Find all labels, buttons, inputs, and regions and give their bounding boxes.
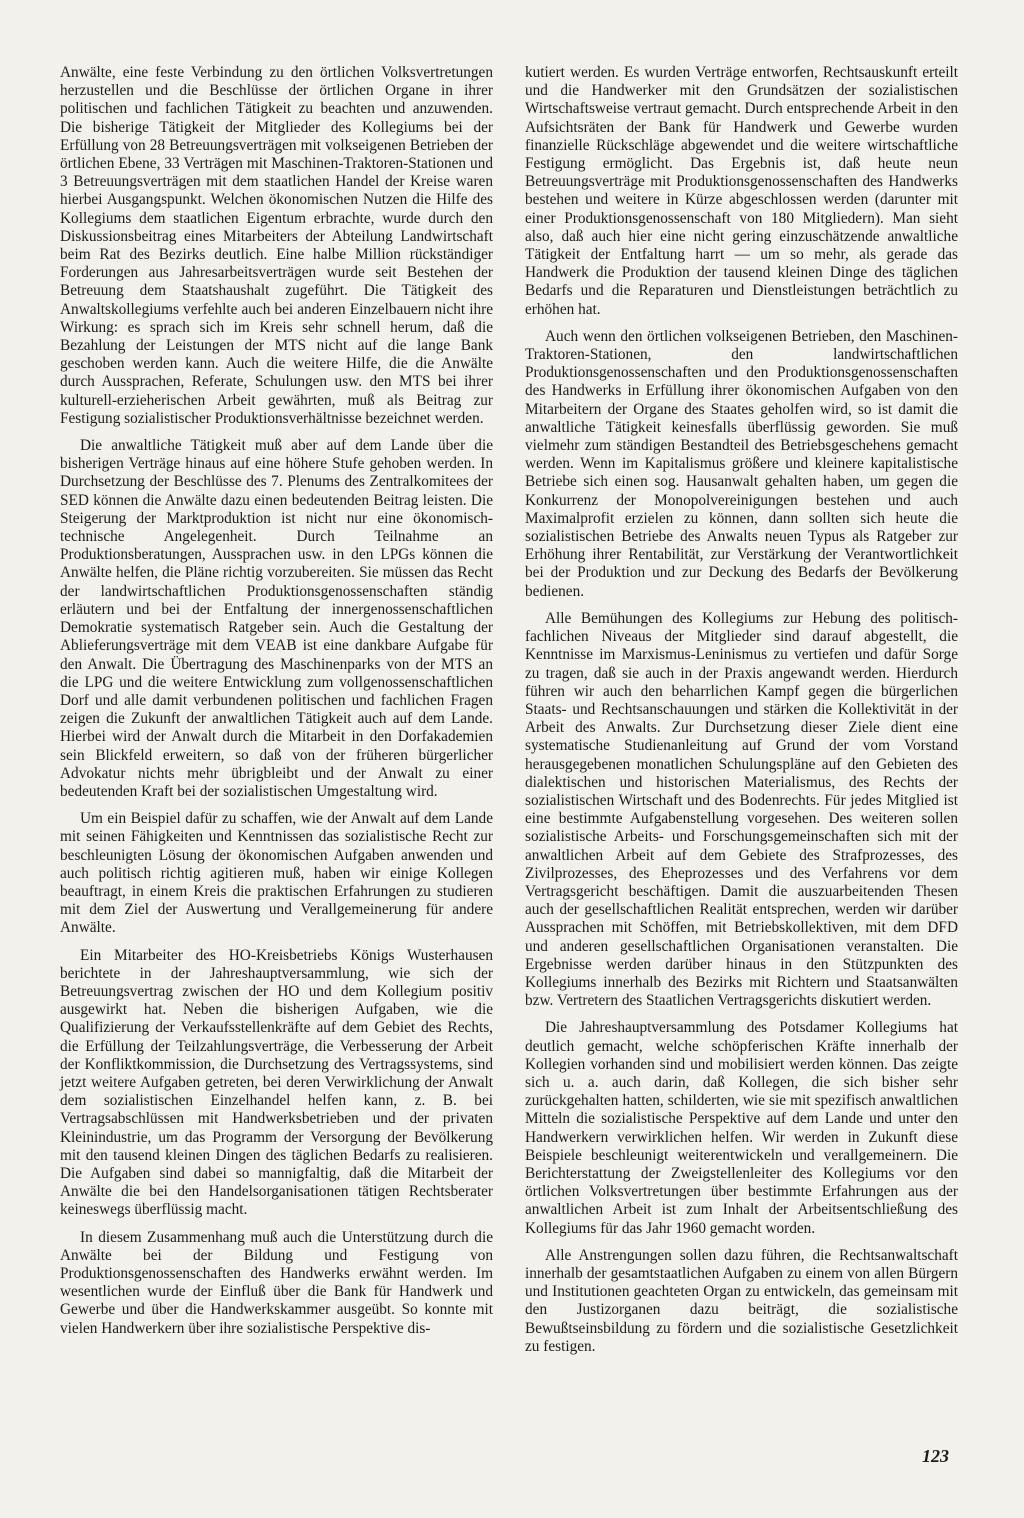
paragraph: Die Jahreshauptversammlung des Potsdamer Kollegiums hat deutlich gemacht, welche schöpferischen Kräfte innerhalb der Kollegien vorhanden sind und mobilisiert werden können. Das zeigte sich u. a. auch darin, daß Kollegen, die sich bisher sehr zurückgehalten hatten, schilderten, wie sie mit spezifisch anwaltlichen Mitteln die sozialistische Perspektive auf dem Lande und unter den Handwerkern verwirklichen helfen. Wir werden in Zukunft diese Beispiele beschleunigt weiterentwickeln und verallgemeinern. Die Berichterstattung der Zweigstellenleiter des Kollegiums vor den örtlichen Volksvertretungen über bestimmte Erfahrungen aus der anwaltlichen Arbeit ist zum Inhalt der Arbeitsentschließung des Kollegiums für das Jahr 1960 gemacht worden.	[525, 1019, 958, 1237]
paragraph: Um ein Beispiel dafür zu schaffen, wie der Anwalt auf dem Lande mit seinen Fähigkeiten und Kenntnissen das sozialistische Recht zur beschleunigten Lösung der ökonomischen Aufgaben anwenden und auch politisch richtig agitieren muß, haben wir einige Kollegen beauftragt, in einem Kreis die praktischen Erfahrungen zu studieren mit dem Ziel der Auswertung und Verallgemeinerung für andere Anwälte.	[60, 810, 493, 937]
page-number: 123	[922, 1446, 949, 1466]
paragraph: Alle Anstrengungen sollen dazu führen, die Rechtsanwaltschaft innerhalb der gesamtstaatlichen Aufgaben zu einem von allen Bürgern und Institutionen geachteten Organ zu entwickeln, das gemeinsam mit den Justizorganen dazu beiträgt, die sozialistische Bewußtseinsbildung zu fördern und die sozialistische Gesetzlichkeit zu festigen.	[525, 1246, 958, 1355]
paragraph: Anwälte, eine feste Verbindung zu den örtlichen Volksvertretungen herzustellen und die Beschlüsse der örtlichen Organe in ihrer politischen und fachlichen Tätigkeit zu beachten und anzuwenden. Die bisherige Tätigkeit der Mitglieder des Kollegiums bei der Erfüllung von 28 Betreuungsverträgen mit volkseigenen Betrieben der örtlichen Ebene, 33 Verträgen mit Maschinen-Traktoren-Stationen und 3 Betreuungsverträgen mit dem staatlichen Handel der Kreise waren hierbei Ausgangspunkt. Welchen ökonomischen Nutzen die Hilfe des Kollegiums dem staatlichen Eigentum erbrachte, wurde durch den Diskussionsbeitrag eines Mitarbeiters der Abteilung Landwirtschaft beim Rat des Bezirks deutlich. Eine halbe Million rückständiger Forderungen aus Jahresarbeitsverträgen wurde seit Bestehen der Betreuung dem Staatshaushalt zugeführt. Die Tätigkeit des Anwaltskollegiums verfehlte auch bei anderen Einzelbauern nicht ihre Wirkung: es sprach sich im Kreis sehr schnell herum, daß die Bezahlung der Leistungen der MTS nicht auf die lange Bank geschoben werden kann. Auch die weitere Hilfe, die die Anwälte durch Aussprachen, Referate, Schulungen usw. den MTS bei ihrer kulturell-erzieherischen Arbeit gewährten, muß als Beitrag zur Festigung sozialistischer Produktionsverhältnisse bezeichnet werden.	[60, 64, 493, 427]
paragraph: In diesem Zusammenhang muß auch die Unterstützung durch die Anwälte bei der Bildung und Festigung von Produktionsgenossenschaften des Handwerks erwähnt werden. Im wesentlichen wurde der Einfluß über die Bank für Handwerk und Gewerbe und über die Handwerkskammer ausgeübt. So konnte mit vielen Handwerkern über ihre sozialistische Perspektive dis-	[60, 1228, 493, 1337]
paragraph: Auch wenn den örtlichen volkseigenen Betrieben, den Maschinen-Traktoren-Stationen, den landwirtschaftlichen Produktionsgenossenschaften und den Produktionsgenossenschaften des Handwerks in Erfüllung ihrer ökonomischen Aufgaben von den Mitarbeitern der Organe des Staates geholfen wird, so ist damit die anwaltliche Tätigkeit keinesfalls überflüssig geworden. Sie muß vielmehr zum ständigen Bestandteil des Betriebsgeschehens gemacht werden. Wenn im Kapitalismus größere und kleinere kapitalistische Betriebe sich einen sog. Hausanwalt gehalten haben, um gegen die Konkurrenz der Monopolvereinigungen bestehen und auch Maximalprofit erzielen zu können, dann sollten sich heute die sozialistischen Betriebe des Anwalts neuen Typus als Ratgeber zur Erhöhung ihrer Rentabilität, zur Verstärkung der Verantwortlichkeit bei der Produktion und zur Deckung des Bedarfs der Bevölkerung bedienen.	[525, 327, 958, 600]
paragraph: Ein Mitarbeiter des HO-Kreisbetriebs Königs Wusterhausen berichtete in der Jahreshauptversammlung, wie sich der Betreuungsvertrag zwischen der HO und dem Kollegium positiv ausgewirkt hat. Neben die bisherigen Aufgaben, wie die Qualifizierung der Verkaufsstellenkräfte auf dem Gebiet des Rechts, die Erfüllung der Teilzahlungsverträge, die Verbesserung der Arbeit der Konfliktkommission, die Durchsetzung des Vertragssystems, sind jetzt weitere Aufgaben getreten, bei deren Verwirklichung der Anwalt dem sozialistischen Einzelhandel helfen kann, z. B. bei Vertragsabschlüssen mit Handwerksbetrieben und der privaten Kleinindustrie, um das Programm der Versorgung der Bevölkerung mit den tausend kleinen Dingen des täglichen Bedarfs zu realisieren. Die Aufgaben sind dabei so mannigfaltig, daß die Mitarbeit der Anwälte die bei den Handelsorganisationen tätigen Rechtsberater keineswegs überflüssig macht.	[60, 946, 493, 1219]
left-text-column	[60, 64, 493, 1347]
paragraph: kutiert werden. Es wurden Verträge entworfen, Rechtsauskunft erteilt und die Handwerker mit den Grundsätzen der sozialistischen Wirtschaftsweise vertraut gemacht. Durch entsprechende Arbeit in den Aufsichtsräten der Bank für Handwerk und Gewerbe wurden finanzielle Rückschläge abgewendet und die weitere wirtschaftliche Festigung ermöglicht. Das Ergebnis ist, daß heute neun Betreuungsverträge mit Produktionsgenossenschaften des Handwerks bestehen und weitere in Kürze abgeschlossen werden (darunter mit einer Produktionsgenossenschaft von 180 Mitgliedern). Man sieht also, daß auch hier eine nicht gering einzuschätzende anwaltliche Tätigkeit der Entfaltung harrt — um so mehr, als gerade das Handwerk die Produktion der tausend kleinen Dinge des täglichen Bedarfs und die Reparaturen und Dienstleistungen beträchtlich zu erhöhen hat.	[525, 64, 958, 318]
paragraph: Die anwaltliche Tätigkeit muß aber auf dem Lande über die bisherigen Verträge hinaus auf eine höhere Stufe gehoben werden. In Durchsetzung der Beschlüsse des 7. Plenums des Zentralkomitees der SED können die Anwälte dazu einen bedeutenden Beitrag leisten. Die Steigerung der Marktproduktion ist nicht nur eine ökonomisch-technische Angelegenheit. Durch Teilnahme an Produktionsberatungen, Aussprachen usw. in den LPGs können die Anwälte helfen, die Pläne richtig vorzubereiten. Sie müssen das Recht der landwirtschaftlichen Produktionsgenossenschaften ständig erläutern und bei der Entfaltung der innergenossenschaftlichen Demokratie systematisch Ratgeber sein. Auch die Gestaltung der Ablieferungsverträge mit dem VEAB ist eine dankbare Aufgabe für den Anwalt. Die Übertragung des Maschinenparks von der MTS an die LPG und die weitere Entwicklung zum vollgenossenschaftlichen Dorf und alle damit verbundenen politischen und fachlichen Fragen zeigen die Zukunft der anwaltlichen Tätigkeit auch auf dem Lande. Hierbei wird der Anwalt durch die Mitarbeit in den Dorfakademien sein Blickfeld erweitern, so daß von der früheren bürgerlicher Advokatur nichts mehr übrigbleibt und der Anwalt zu einer bedeutenden Kraft bei der sozialistischen Umgestaltung wird.	[60, 437, 493, 800]
paragraph: Alle Bemühungen des Kollegiums zur Hebung des politisch-fachlichen Niveaus der Mitglieder sind darauf abgestellt, die Kenntnisse im Marxismus-Leninismus zu vertiefen und dafür Sorge zu tragen, daß sie auch in der Praxis angewandt werden. Hierdurch führen wir auch den beharrlichen Kampf gegen die bürgerlichen Staats- und Rechtsanschauungen und stärken die Kollektivität in der Arbeit des Anwalts. Zur Durchsetzung dieser Ziele dient eine systematische Studienanleitung auf Grund der vom Vorstand herausgegebenen monatlichen Schulungspläne auf den Gebieten des dialektischen und historischen Materialismus, des Rechts der sozialistischen Wirtschaft und des Bodenrechts. Für jedes Mitglied ist eine bestimmte Aufgabenstellung vorgesehen. Des weiteren sollen sozialistische Arbeits- und Forschungsgemeinschaften sich mit der anwaltlichen Arbeit auf dem Gebiete des Strafprozesses, des Zivilprozesses, des Eheprozesses und des Verfahrens vor dem Vertragsgericht beschäftigen. Damit die auszuarbeitenden Thesen auch der gesellschaftlichen Realität entsprechen, werden wir darüber Aussprachen mit Schöffen, mit Betriebskollektiven, mit dem DFD und anderen gesellschaftlichen Organisationen veranstalten. Die Ergebnisse werden darüber hinaus in den Stützpunkten des Kollegiums innerhalb des Bezirks mit Richtern und Staatsanwälten bzw. Vertretern des Staatlichen Vertragsgerichts diskutiert werden.	[525, 609, 958, 1010]
right-text-column	[525, 64, 958, 1365]
